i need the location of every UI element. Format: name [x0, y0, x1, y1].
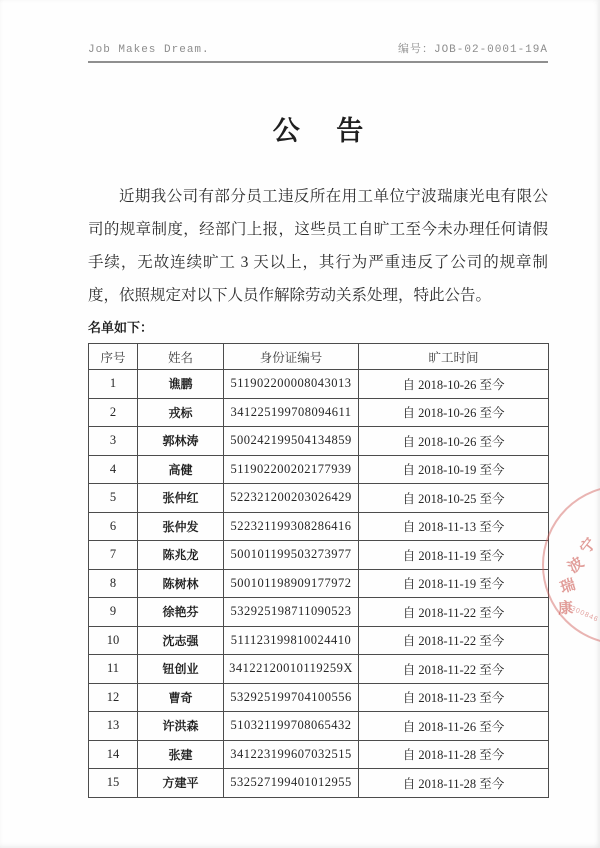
table-cell: 张仲红	[138, 484, 224, 513]
table-row	[89, 541, 549, 570]
table-cell: 自 2018-11-28 至今	[359, 769, 549, 798]
table-header-row	[89, 344, 549, 370]
table-cell: 自 2018-10-26 至今	[359, 427, 549, 456]
table-cell: 4	[89, 455, 138, 484]
table-cell: 341223199607032515	[224, 740, 359, 769]
table-row	[89, 569, 549, 598]
table-cell: 500242199504134859	[224, 427, 359, 456]
table-cell: 陈兆龙	[138, 541, 224, 570]
table-cell: 自 2018-11-13 至今	[359, 512, 549, 541]
table-cell: 自 2018-10-25 至今	[359, 484, 549, 513]
table-row	[89, 769, 549, 798]
header-doc-number: 编号：JOB-02-0001-19A	[397, 44, 548, 56]
table-row	[89, 740, 549, 769]
table-cell: 9	[89, 598, 138, 627]
seal-char: 康	[557, 599, 574, 618]
table-cell: 532527199401012955	[224, 769, 359, 798]
table-header-cell: 姓名	[138, 344, 224, 370]
table-cell: 自 2018-10-26 至今	[359, 398, 549, 427]
table-row	[89, 398, 549, 427]
table-cell: 郭林涛	[138, 427, 224, 456]
table-cell: 13	[89, 712, 138, 741]
absence-table	[88, 343, 549, 798]
table-cell: 14	[89, 740, 138, 769]
table-cell: 自 2018-11-19 至今	[359, 541, 549, 570]
seal-char: 宁	[576, 534, 600, 558]
table-cell: 自 2018-11-26 至今	[359, 712, 549, 741]
table-cell: 自 2018-11-19 至今	[359, 569, 549, 598]
table-row	[89, 598, 549, 627]
table-cell: 张建	[138, 740, 224, 769]
table-cell: 6	[89, 512, 138, 541]
table-cell: 曹奇	[138, 683, 224, 712]
table-row	[89, 455, 549, 484]
table-cell: 1	[89, 370, 138, 399]
table-header-cell: 序号	[89, 344, 138, 370]
table-header-cell: 旷工时间	[359, 344, 549, 370]
table-cell: 500101198909177972	[224, 569, 359, 598]
table-cell: 15	[89, 769, 138, 798]
list-label: 名单如下：	[88, 320, 154, 335]
table-cell: 2	[89, 398, 138, 427]
table-cell: 500101199503273977	[224, 541, 359, 570]
table-cell: 自 2018-10-26 至今	[359, 370, 549, 399]
table-cell: 34122120010119259X	[224, 655, 359, 684]
table-cell: 自 2018-11-28 至今	[359, 740, 549, 769]
table-row	[89, 683, 549, 712]
table-cell: 5	[89, 484, 138, 513]
table-cell: 陈树林	[138, 569, 224, 598]
table-cell: 张仲发	[138, 512, 224, 541]
table-row	[89, 484, 549, 513]
table-row	[89, 626, 549, 655]
notice-body: 近期我公司有部分员工违反所在用工单位宁波瑞康光电有限公司的规章制度，经部门上报，这些员工自旷工至今未办理任何请假手续，无故连续旷工 3 天以上，其行为严重违反了公司的规章制度，依照规定对以下人员作解除劳动关系处理，特此公告。	[88, 188, 548, 304]
table-cell: 戎标	[138, 398, 224, 427]
table-cell: 自 2018-11-22 至今	[359, 626, 549, 655]
table-row	[89, 655, 549, 684]
table-cell: 自 2018-11-23 至今	[359, 683, 549, 712]
table-cell: 341225199708094611	[224, 398, 359, 427]
table-cell: 532925199704100556	[224, 683, 359, 712]
seal-digits: 300846	[569, 605, 600, 624]
table-cell: 自 2018-10-19 至今	[359, 455, 549, 484]
table-row	[89, 712, 549, 741]
table-cell: 522321199308286416	[224, 512, 359, 541]
table-row	[89, 512, 549, 541]
table-cell: 谯鹏	[138, 370, 224, 399]
table-cell: 11	[89, 655, 138, 684]
table-cell: 511902200202177939	[224, 455, 359, 484]
table-cell: 自 2018-11-22 至今	[359, 598, 549, 627]
table-cell: 7	[89, 541, 138, 570]
table-cell: 532925198711090523	[224, 598, 359, 627]
table-row	[89, 370, 549, 399]
table-cell: 3	[89, 427, 138, 456]
seal-char: 波	[565, 554, 588, 577]
table-cell: 8	[89, 569, 138, 598]
table-cell: 许洪森	[138, 712, 224, 741]
page-header	[88, 0, 548, 63]
table-cell: 522321200203026429	[224, 484, 359, 513]
table-cell: 方建平	[138, 769, 224, 798]
table-cell: 钮创业	[138, 655, 224, 684]
table-cell: 沈志强	[138, 626, 224, 655]
table-cell: 10	[89, 626, 138, 655]
table-cell: 12	[89, 683, 138, 712]
table-cell: 自 2018-11-22 至今	[359, 655, 549, 684]
seal-char: 瑞	[558, 576, 578, 597]
table-header-cell: 身份证编号	[224, 344, 359, 370]
notice-title: 公 告	[272, 116, 379, 146]
table-cell: 510321199708065432	[224, 712, 359, 741]
table-cell: 511902200008043013	[224, 370, 359, 399]
table-row	[89, 427, 549, 456]
table-cell: 高健	[138, 455, 224, 484]
header-slogan: Job Makes Dream.	[88, 44, 210, 56]
table-cell: 徐艳芬	[138, 598, 224, 627]
table-cell: 511123199810024410	[224, 626, 359, 655]
